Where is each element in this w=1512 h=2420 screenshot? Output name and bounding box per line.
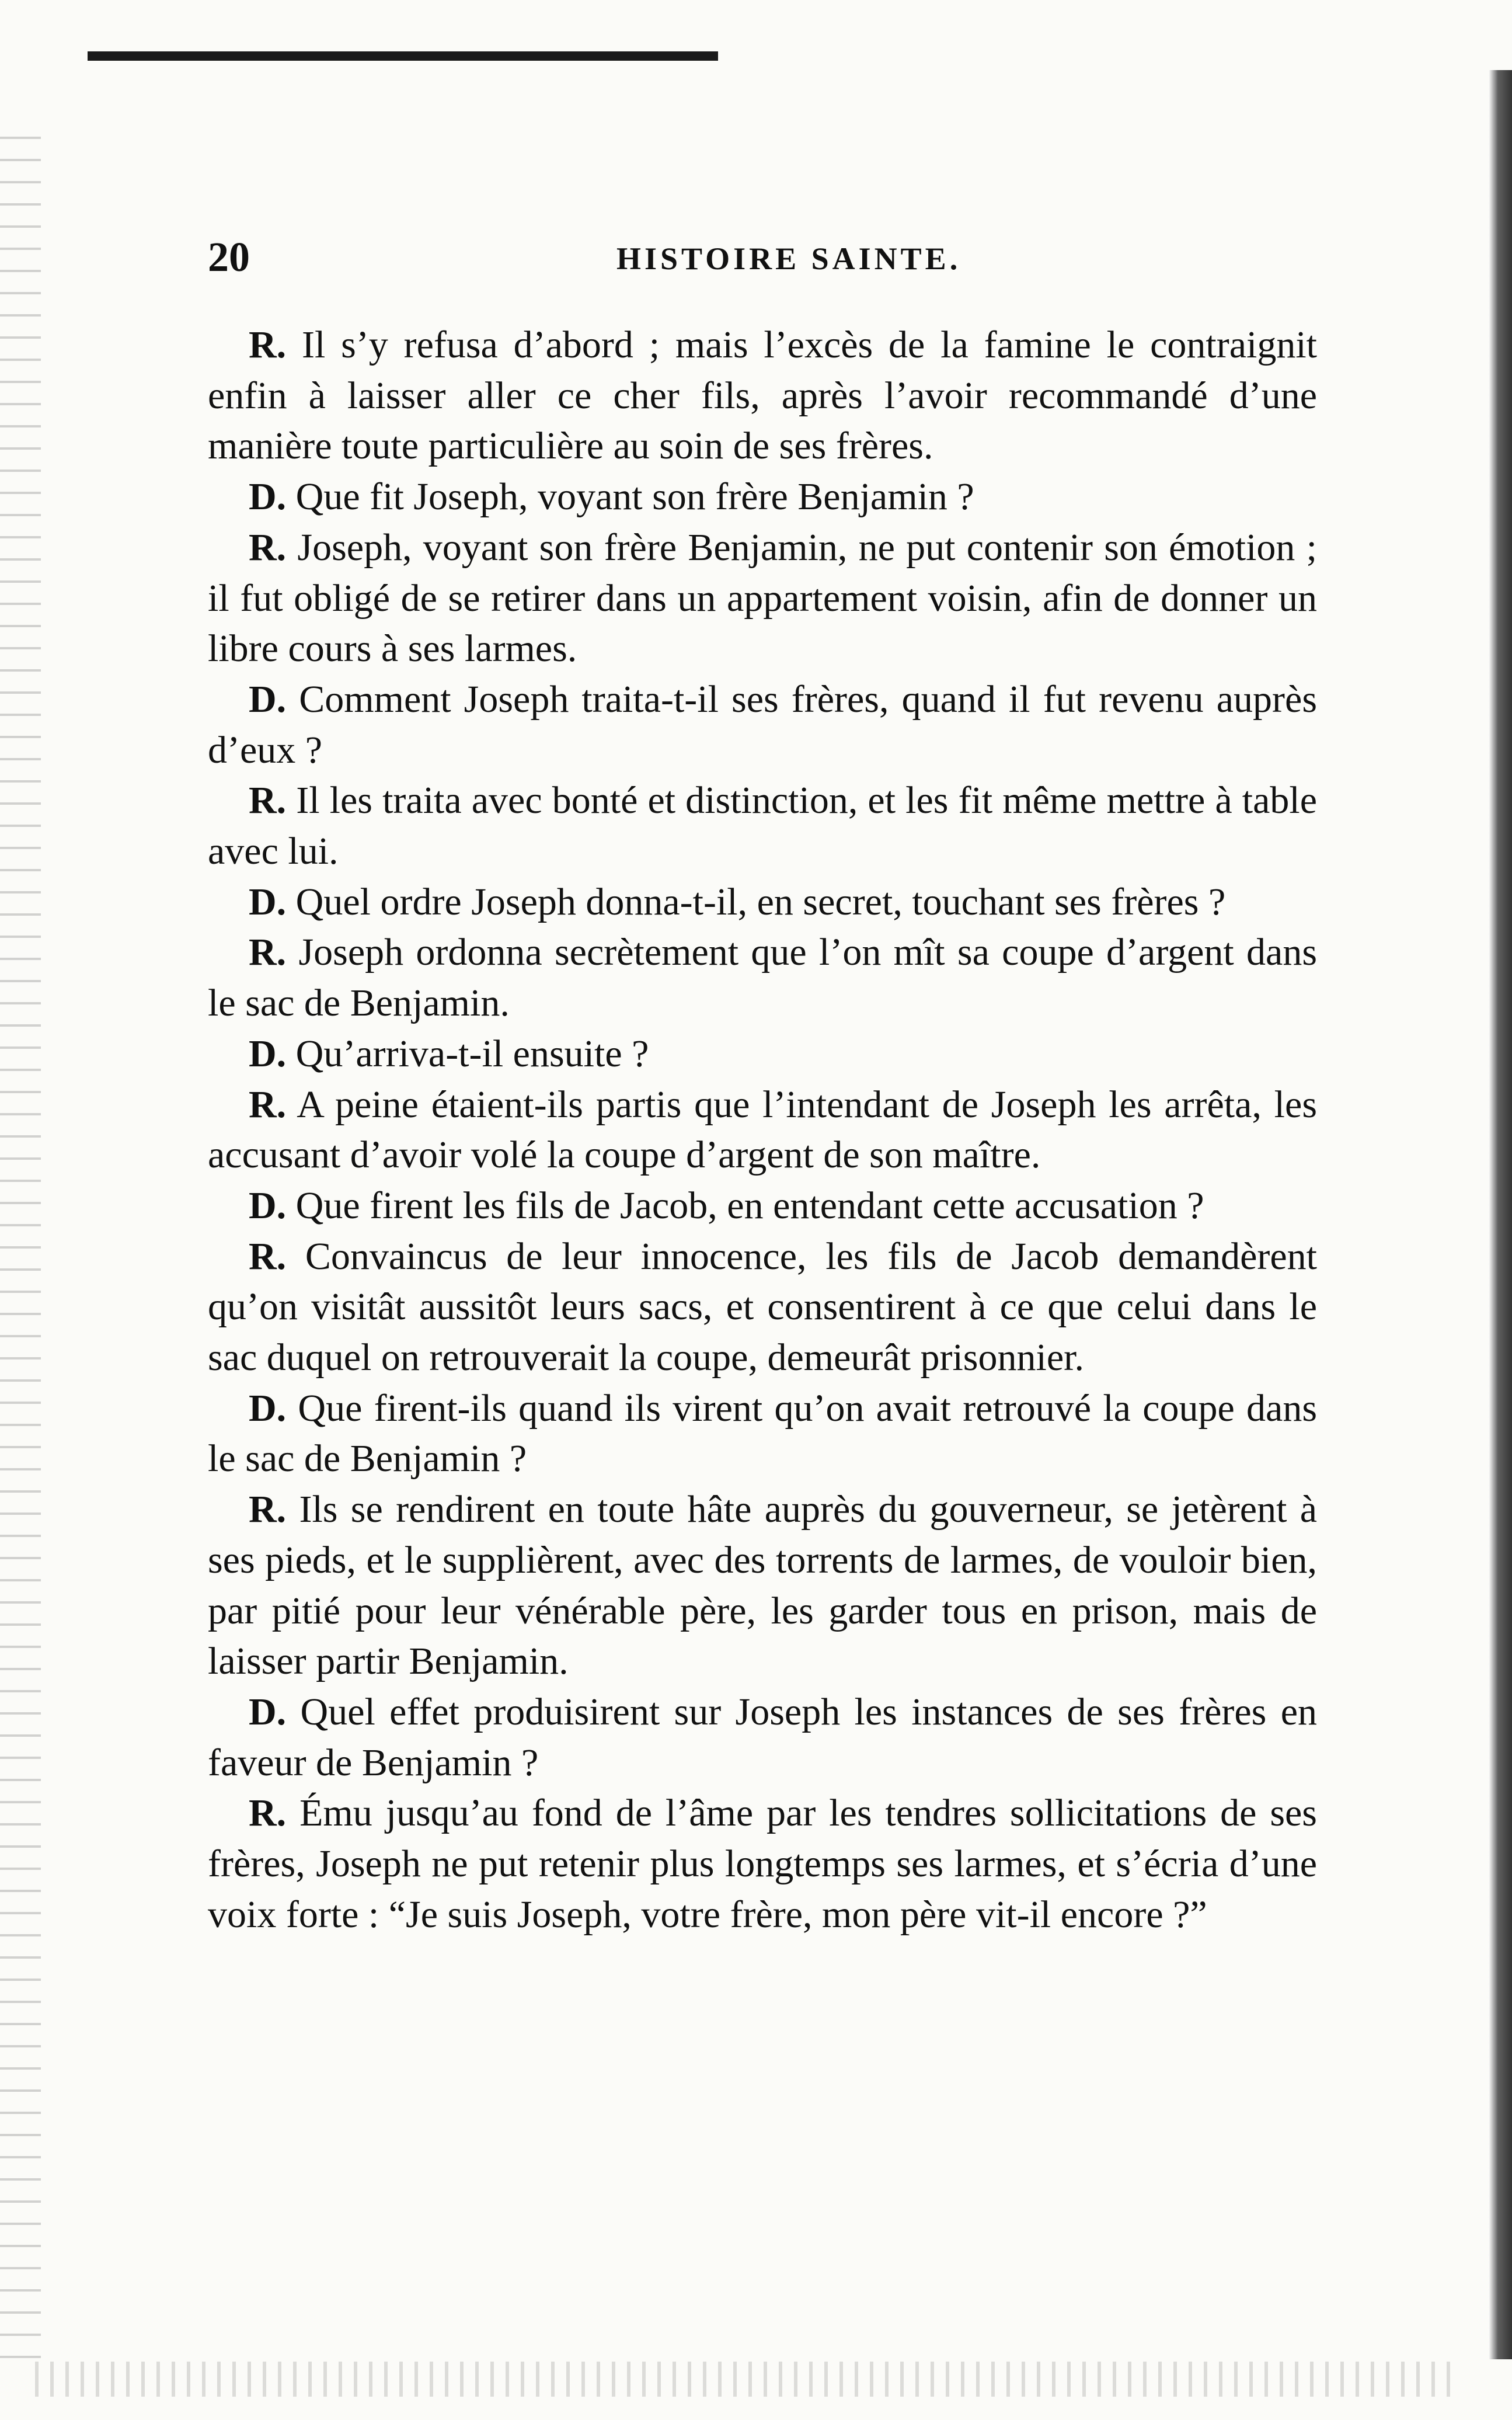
paragraph-text: Joseph, voyant son frère Benjamin, ne put contenir son émotion ; il fut obligé de se retirer dans un appartement voisin, afin de donner un libre cours à ses larmes. (208, 526, 1317, 670)
speaker-label: R. (249, 1083, 287, 1126)
paragraph-text: Qu’arriva-t-il ensuite ? (295, 1032, 649, 1075)
speaker-label: D. (249, 1184, 287, 1227)
answer-paragraph (208, 927, 1317, 1028)
page-header (208, 231, 1317, 283)
speaker-label: D. (249, 880, 287, 923)
speaker-label: D. (249, 677, 287, 721)
question-paragraph (208, 1687, 1317, 1788)
right-page-edge (1489, 70, 1512, 2359)
speaker-label: R. (249, 779, 287, 822)
paragraph-text: Convaincus de leur innocence, les fils de Jacob demandèrent qu’on visitât aussitôt leurs sacs, et consentirent à ce que celui dans le sac duquel on retrouverait la coupe, demeurât prisonnier. (208, 1235, 1318, 1379)
running-title: HISTOIRE SAINTE. (616, 241, 961, 276)
left-page-edge (0, 117, 41, 2371)
speaker-label: D. (249, 1032, 287, 1075)
bottom-page-edge (35, 2362, 1459, 2397)
paragraph-text: Que fit Joseph, voyant son frère Benjamin ? (295, 475, 974, 519)
paragraph-text: Comment Joseph traita-t-il ses frères, quand il fut revenu auprès d’eux ? (208, 677, 1318, 771)
speaker-label: D. (249, 1386, 287, 1430)
question-paragraph (208, 877, 1317, 928)
answer-paragraph (208, 776, 1317, 877)
question-paragraph (208, 1181, 1317, 1232)
speaker-label: R. (249, 324, 287, 366)
speaker-label: R. (249, 1235, 287, 1278)
answer-paragraph (208, 523, 1317, 674)
paragraph-text: Ils se rendirent en toute hâte auprès du gouverneur, se jetèrent à ses pieds, et le supplièrent, avec des torrents de larmes, de vouloir bien, par pitié pour leur vénérable père, les garder tous en prison, mais de laisser partir Benjamin. (208, 1488, 1318, 1683)
paragraph-text: A peine étaient-ils partis que l’intendant de Joseph les arrêta, les accusant d’avoir volé la coupe d’argent de son maître. (208, 1083, 1318, 1177)
question-paragraph (208, 1029, 1317, 1080)
speaker-label: D. (249, 1690, 287, 1733)
question-paragraph (208, 674, 1317, 776)
paragraph-text: Quel effet produisirent sur Joseph les instances de ses frères en faveur de Benjamin ? (208, 1690, 1317, 1784)
body-text (208, 320, 1317, 1941)
speaker-label: D. (249, 475, 287, 519)
paragraph-text: Que firent les fils de Jacob, en entendant cette accusation ? (295, 1184, 1204, 1227)
answer-paragraph (208, 320, 1317, 472)
top-rule (88, 51, 718, 61)
paragraph-text: Il les traita avec bonté et distinction, et les fit même mettre à table avec lui. (208, 779, 1317, 873)
answer-paragraph (208, 1484, 1317, 1687)
question-paragraph (208, 472, 1317, 523)
speaker-label: R. (249, 526, 287, 569)
paragraph-text: Que firent-ils quand ils virent qu’on avait retrouvé la coupe dans le sac de Benjamin ? (208, 1386, 1318, 1480)
question-paragraph (208, 1383, 1317, 1484)
speaker-label: R. (249, 1792, 287, 1835)
paragraph-text: Ému jusqu’au fond de l’âme par les tendres sollicitations de ses frères, Joseph ne put retenir plus longtemps ses larmes, et s’écria d’une voix forte : “Je suis Joseph, votre frère, mon père vit-il encore ?” (208, 1792, 1317, 1936)
paragraph-text: Quel ordre Joseph donna-t-il, en secret, touchant ses frères ? (295, 880, 1226, 923)
paragraph-text: Joseph ordonna secrètement que l’on mît sa coupe d’argent dans le sac de Benjamin. (208, 931, 1318, 1025)
page-number: 20 (208, 234, 250, 280)
answer-paragraph (208, 1788, 1317, 1940)
answer-paragraph (208, 1232, 1317, 1383)
speaker-label: R. (249, 931, 287, 974)
paragraph-text: Il s’y refusa d’abord ; mais l’excès de la famine le contraignit enfin à laisser aller ce cher fils, après l’avoir recommandé d’une manière toute particulière au soin de ses frères. (208, 324, 1318, 468)
answer-paragraph (208, 1080, 1317, 1181)
speaker-label: R. (249, 1488, 287, 1531)
